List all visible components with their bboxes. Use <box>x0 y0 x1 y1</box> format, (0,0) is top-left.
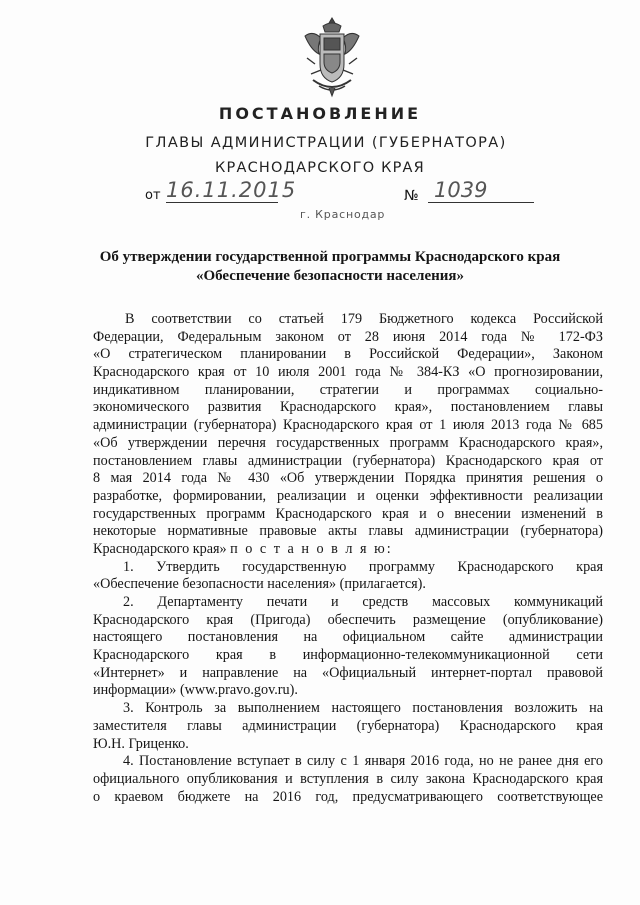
body-line: «Интернет» и направление на «Официальный интернет-портал правовой <box>93 664 603 681</box>
body-line: администрации (губернатора) Краснодарского края от 1 июля 2013 года № 685 <box>93 417 603 434</box>
date-value: 16.11.2015 <box>166 178 297 202</box>
body-line: официального опубликования и вступления в силу закона Краснодарского края <box>93 770 603 787</box>
body-line: 8 мая 2014 года № 430 «Об утверждении Порядка принятия решения о <box>93 470 603 487</box>
body-line: «Об утверждении перечня государственных программ Краснодарского края», <box>93 434 603 451</box>
body-line: информации» (www.pravo.gov.ru). <box>93 682 298 699</box>
body-line: экономического развития Краснодарского края», постановлением главы <box>93 399 603 416</box>
body-line: Ю.Н. Гриценко. <box>93 735 189 752</box>
body-line: Краснодарского края (Пригода) обеспечить размещение (опубликование) <box>93 611 603 628</box>
title-line-1: Об утверждении государственной программы Краснодарского края <box>99 249 561 265</box>
body-line: 3. Контроль за выполнением настоящего постановления возложить на <box>123 700 603 717</box>
body-line: «О стратегическом планировании в Российской Федерации», Законом <box>93 346 603 363</box>
body-line: 4. Постановление вступает в силу с 1 января 2016 года, но не ранее дня его <box>123 753 603 770</box>
body-line: о краевом бюджете на 2016 год, предусматривающего соответствующее <box>93 788 603 805</box>
body-line: некоторые нормативные правовые акты главы администрации (губернатора) <box>93 523 603 540</box>
document-type-heading: ПОСТАНОВЛЕНИЕ <box>218 104 422 123</box>
date-label: от <box>145 188 161 203</box>
coat-of-arms-emblem <box>299 14 365 98</box>
body-line <box>93 541 603 559</box>
number-value: 1039 <box>428 178 534 203</box>
body-line: государственных программ Краснодарского края и о внесении изменений в <box>93 505 603 522</box>
body-line: «Обеспечение безопасности населения» (прилагается). <box>93 576 426 593</box>
body-line: Краснодарского края в информационно-телекоммуникационной сети <box>93 647 603 664</box>
body-line: 1. Утвердить государственную программу Краснодарского края <box>123 558 603 575</box>
body-line: индикативном планировании, стратегии и программах социально- <box>93 381 603 398</box>
body-line: заместителя главы администрации (губернатора) Краснодарского края <box>93 717 603 734</box>
decree-word: п о с т а н о в л я ю: <box>230 540 393 557</box>
document-body <box>93 311 603 806</box>
body-line: В соответствии со статьей 179 Бюджетного кодекса Российской <box>125 311 603 327</box>
number-label: № <box>404 188 419 204</box>
document-title <box>60 248 600 286</box>
region-heading: КРАСНОДАРСКОГО КРАЯ <box>215 160 425 176</box>
city-name: г. Краснодар <box>300 208 386 221</box>
body-line: Краснодарского края от 10 июля 2001 года № 384-КЗ «О прогнозировании, <box>93 364 603 381</box>
body-line: Федерации, Федеральным законом от 28 июня 2014 года № 172-ФЗ <box>93 328 603 345</box>
body-line: 2. Департаменту печати и средств массовых коммуникаций <box>123 594 603 610</box>
issuing-authority-heading: ГЛАВЫ АДМИНИСТРАЦИИ (ГУБЕРНАТОРА) <box>145 135 507 151</box>
body-line: постановлением главы администрации (губернатора) Краснодарского края от <box>93 452 603 469</box>
body-line-text: Краснодарского края» <box>93 540 227 557</box>
body-line: разработке, формировании, реализации и оценки эффективности реализации <box>93 487 603 504</box>
title-line-2: «Обеспечение безопасности населения» <box>195 268 465 284</box>
body-line: настоящего постановления на официальном сайте администрации <box>93 629 603 646</box>
